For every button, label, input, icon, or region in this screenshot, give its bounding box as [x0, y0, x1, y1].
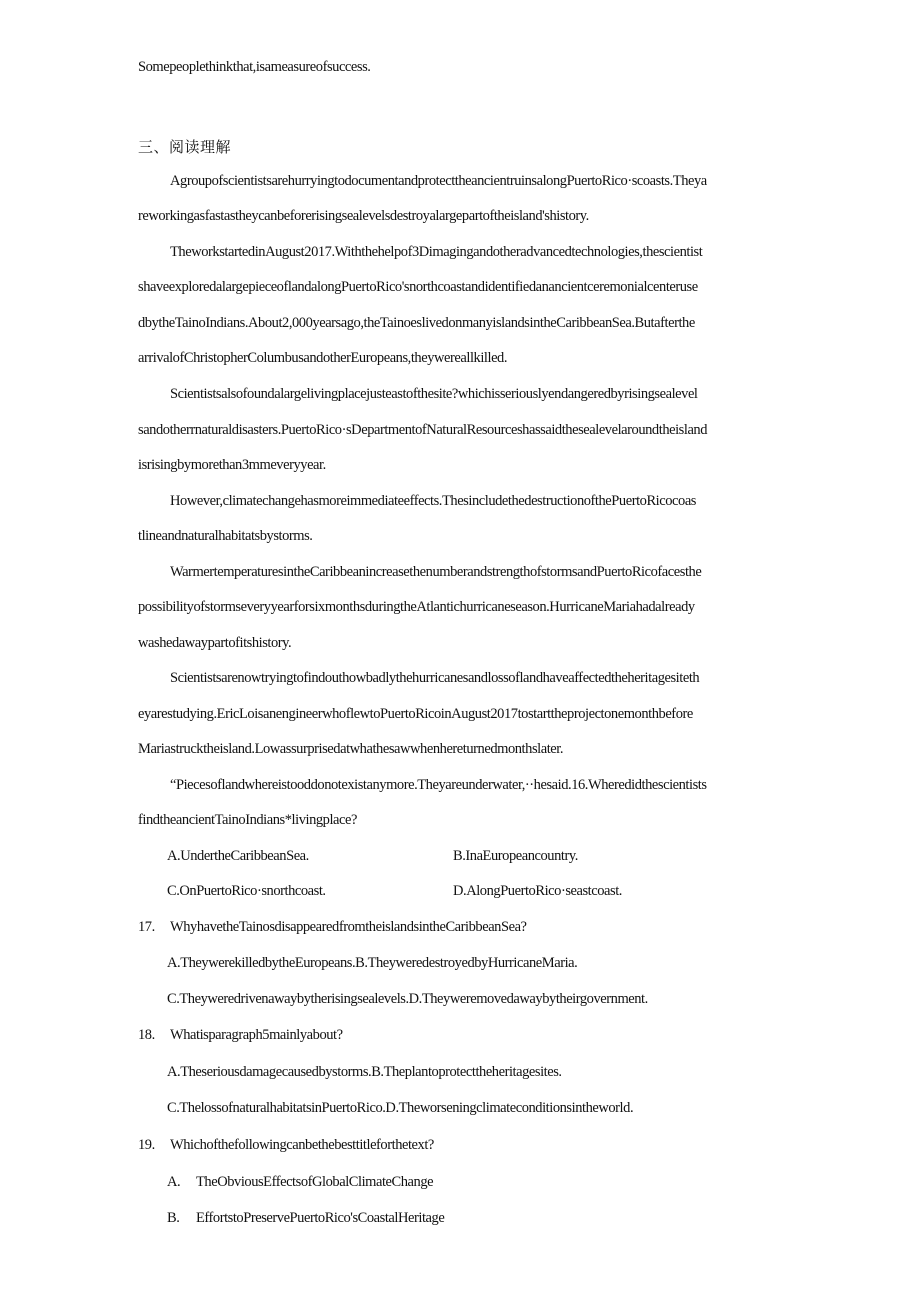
passage-line: eyarestudying.EricLoisanengineerwhoflewtoPuertoRicoinAugust2017tostarttheprojectonemonthbefore — [138, 706, 693, 722]
passage-line: arrivalofChristopherColumbusandotherEuropeans,theywereallkilled. — [138, 350, 508, 366]
q16-option-d: D.AlongPuertoRico·seastcoast. — [453, 883, 622, 899]
passage-line: dbytheTainoIndians.About2,000yearsago,theTainoeslivedonmanyislandsintheCaribbeanSea.Butafterthe — [138, 315, 695, 331]
passage-line: isrisingbymorethan3mmeveryyear. — [138, 457, 326, 473]
q18-question: Whatisparagraph5mainlyabout? — [170, 1027, 343, 1043]
q16-option-a: A.UndertheCaribbeanSea. — [167, 848, 309, 864]
q17-options-ab: A.TheywerekilledbytheEuropeans.B.TheyweredestroyedbyHurricaneMaria. — [167, 955, 578, 971]
q19-option-a-label: A. — [167, 1174, 181, 1190]
passage-line: reworkingasfastastheycanbeforerisingsealevelsdestroyalargepartoftheisland'shistory. — [138, 208, 589, 224]
section-heading: 三、阅读理解 — [138, 138, 232, 156]
passage-line: Scientistsalsofoundalargelivingplacejusteastofthesite?whichisseriouslyendangeredbyrisingsealevel — [170, 386, 698, 402]
q18-number: 18. — [138, 1027, 155, 1043]
q17-question: WhyhavetheTainosdisappearedfromtheislandsintheCaribbeanSea? — [170, 919, 527, 935]
passage-line: possibilityofstormseveryyearforsixmonthsduringtheAtlantichurricaneseason.HurricaneMariahadalready — [138, 599, 695, 615]
passage-line: AgroupofscientistsarehurryingtodocumentandprotecttheancientruinsalongPuertoRico·scoasts.Theya — [170, 173, 707, 189]
passage-line: “Piecesoflandwhereistooddonotexistanymore.Theyareunderwater,··hesaid.16.Wheredidthescientists — [170, 777, 707, 793]
q17-number: 17. — [138, 919, 155, 935]
q16-option-b: B.InaEuropeancountry. — [453, 848, 578, 864]
passage-line: tlineandnaturalhabitatsbystorms. — [138, 528, 313, 544]
passage-line: Scientistsarenowtryingtofindouthowbadlythehurricanesandlossoflandhaveaffectedtheheritagesiteth — [170, 670, 700, 686]
q19-number: 19. — [138, 1137, 155, 1153]
q19-question: Whichofthefollowingcanbethebesttitleforthetext? — [170, 1137, 434, 1153]
q18-options-ab: A.Theseriousdamagecausedbystorms.B.Theplantoprotecttheheritagesites. — [167, 1064, 562, 1080]
q17-options-cd: C.Theyweredrivenawaybytherisingsealevels.D.Theyweremovedawaybytheirgovernment. — [167, 991, 648, 1007]
intro-sentence: Somepeoplethinkthat,isameasureofsuccess. — [138, 59, 371, 75]
passage-line: TheworkstartedinAugust2017.Withthehelpof3Dimagingandotheradvancedtechnologies,thescientist — [170, 244, 703, 260]
q16-option-c: C.OnPuertoRico·snorthcoast. — [167, 883, 326, 899]
passage-line: sandotherrnaturaldisasters.PuertoRico·sDepartmentofNaturalResourceshassaidthesealevelaroundtheisland — [138, 422, 708, 438]
q18-options-cd: C.ThelossofnaturalhabitatsinPuertoRico.D.Theworseningclimateconditionsintheworld. — [167, 1100, 634, 1116]
passage-line: findtheancientTainoIndians*livingplace? — [138, 812, 357, 828]
passage-line: However,climatechangehasmoreimmediateeffects.ThesincludethedestructionofthePuertoRicocoas — [170, 493, 696, 509]
passage-line: shaveexploredalargepieceoflandalongPuertoRico'snorthcoastandidentifiedanancientceremonialcenteruse — [138, 279, 698, 295]
passage-line: washedawaypartofitshistory. — [138, 635, 292, 651]
passage-line: WarmertemperaturesintheCaribbeanincreasethenumberandstrengthofstormsandPuertoRicofacesthe — [170, 564, 702, 580]
q19-option-a-text: TheObviousEffectsofGlobalClimateChange — [196, 1174, 434, 1190]
q19-option-b-text: EffortstoPreservePuertoRico'sCoastalHeritage — [196, 1210, 445, 1226]
passage-line: Mariastrucktheisland.Lowassurprisedatwhathesawwhenhereturnedmonthslater. — [138, 741, 564, 757]
q19-option-b-label: B. — [167, 1210, 180, 1226]
